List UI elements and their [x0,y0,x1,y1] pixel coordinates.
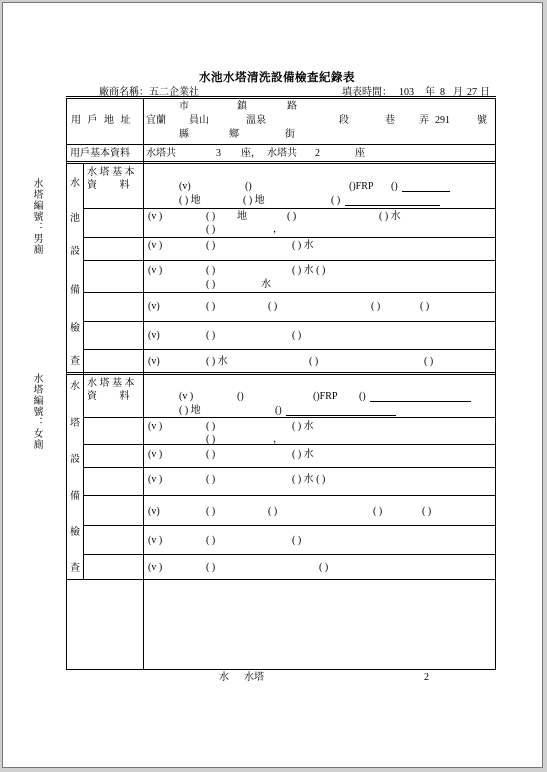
row-line-double [66,161,496,164]
s1-r5-c4: ( ) [371,301,381,312]
tower-unit: 座 [355,148,365,159]
s1-r5-c5: ( ) [420,301,430,312]
s2-r2a-c3: ( ) 水 [292,421,314,432]
s1-r1a-c4: () [391,181,398,192]
s1-r6-c2: ( ) [206,330,216,341]
address-xian: 縣 [179,129,189,140]
s1-r6-c3: ( ) [292,330,302,341]
address-number: 291 [435,115,450,126]
section2-char: 設 [70,454,80,465]
s1-r2a-c5: ( ) 水 [379,211,401,222]
s1-r4b-c1: ( ) [206,279,216,290]
s1-r2b-c2: ， [273,224,283,235]
address-zhen: 鎮 [237,101,247,112]
row-line [83,554,496,555]
footer-page-number: 2 [424,672,429,683]
table-top-border [66,96,496,99]
footer-left: 水 [219,672,229,683]
vendor-name: 廠商名稱：五二企業社 [99,87,199,98]
s2-r2a-c1: (v ) [148,421,163,432]
s2-r7-c1: (v ) [148,562,163,573]
row-line [83,525,496,526]
section1-char: 設 [70,246,80,257]
s2-r1b-c1: ( ) 地 [179,405,201,416]
document-page [2,2,543,768]
s1-r4a-c1: (v ) [148,265,163,276]
s2-r7-c3: ( ) [319,562,329,573]
side-label-men: 水塔編號：男廁 [31,178,42,255]
s2-r5-c2: ( ) [206,506,216,517]
s2-r4-c3: ( ) 水 ( ) [292,474,326,485]
section2-basic-label: 水 塔 基 本 [87,378,135,389]
s1-r5-c2: ( ) [206,301,216,312]
s1-r2a-c1: (v ) [148,211,163,222]
row-line [83,208,496,209]
address-duan: 段 [339,115,349,126]
s1-r6-c1: (v) [148,330,160,341]
table-right-border [495,98,496,669]
s1-r7-c3: ( ) [309,356,319,367]
pool-prefix: 水塔共 [146,148,176,159]
address-hao: 號 [477,115,487,126]
s2-r4-c1: (v ) [148,474,163,485]
section2-char: 查 [70,563,80,574]
fill-month-unit: 月 [453,87,463,98]
s2-r2b-c1: ( ) [206,434,216,445]
section1-basic-label-2: 資 料 [87,180,130,191]
s1-r1a-c3: ()FRP [349,181,374,192]
row-line [83,444,496,445]
fill-month: 8 [440,87,445,98]
basic-info-label: 用戶基本資料 [70,148,130,159]
section2-char: 水 [70,381,80,392]
table-left-border [66,98,67,669]
s2-r5-c1: (v) [148,506,160,517]
s2-r4-c2: ( ) [206,474,216,485]
section1-basic-label: 水 塔 基 本 [87,167,135,178]
address-shi: 市 [179,101,189,112]
section2-char: 備 [70,491,80,502]
s1-r2b-c1: ( ) [206,224,216,235]
s1-r5-c1: (v) [148,301,160,312]
s2-r1a-c3: ()FRP [313,391,338,402]
row-line [83,260,496,261]
s2-r3-c3: ( ) 水 [292,449,314,460]
label-column-divider [143,98,144,669]
fill-line [345,205,440,206]
s1-r1b-c1: ( ) 地 [179,195,201,206]
fill-year-unit: 年 [425,87,435,98]
address-lu: 路 [287,101,297,112]
section-divider [66,372,496,375]
footer-mid: 水塔 [244,672,264,683]
s1-r1a-c2: () [245,181,252,192]
s1-r2a-c3: 地 [237,211,247,222]
s1-r1a-c1: (v) [179,181,191,192]
row-line [83,467,496,468]
row-line [83,292,496,293]
section1-char: 水 [70,178,80,189]
fill-year: 103 [399,87,414,98]
section1-char: 池 [70,213,80,224]
s2-r1a-c4: () [359,391,366,402]
s1-r5-c3: ( ) [268,301,278,312]
section2-basic-label-2: 資 料 [87,391,130,402]
s2-r6-c1: (v ) [148,535,163,546]
address-road-name: 溫泉 [246,115,266,126]
row-line [83,495,496,496]
address-jie: 街 [285,129,295,140]
pool-count: 3 [216,148,221,159]
pool-unit: 座， [241,148,261,159]
s2-r3-c2: ( ) [206,449,216,460]
fill-date-label: 填表時間： [342,87,392,98]
section1-char: 備 [70,285,80,296]
fill-line [286,415,396,416]
address-town-name: 員山 [189,115,209,126]
address-label: 用 戶 地 址 [71,115,133,126]
section2-char: 塔 [70,418,80,429]
s2-r1a-c1: (v ) [179,391,194,402]
row-line [83,237,496,238]
row-line [66,144,496,145]
s1-r3-c3: ( ) 水 [292,240,314,251]
s2-r3-c1: (v ) [148,449,163,460]
tower-prefix: 水塔共 [267,148,297,159]
tower-count: 2 [315,148,320,159]
s1-r4b-c2: 水 [261,279,271,290]
fill-day: 27 [467,87,477,98]
s2-r5-c4: ( ) [373,506,383,517]
s2-r1b-c2: () [275,405,282,416]
s2-r6-c3: ( ) [292,535,302,546]
fill-line [402,191,450,192]
fill-line [370,401,471,402]
s1-r3-c2: ( ) [206,240,216,251]
address-county-name: 宜蘭 [146,115,166,126]
side-label-women: 水塔編號：女廁 [31,373,42,450]
row-line [83,417,496,418]
s2-r2b-c2: ， [273,434,283,445]
s2-r5-c3: ( ) [268,506,278,517]
s1-r2a-c4: ( ) [287,211,297,222]
s1-r2a-c2: ( ) [206,211,216,222]
s2-r7-c2: ( ) [206,562,216,573]
row-line [83,349,496,350]
section1-char: 檢 [70,323,80,334]
s1-r4a-c2: ( ) [206,265,216,276]
section2-char: 檢 [70,527,80,538]
s1-r1b-c3: ( ) [331,195,341,206]
s1-r7-c4: ( ) [424,356,434,367]
s2-r2a-c2: ( ) [206,421,216,432]
fill-day-unit: 日 [480,87,490,98]
s1-r1b-c2: ( ) 地 [243,195,265,206]
s2-r5-c5: ( ) [422,506,432,517]
s2-r1a-c2: () [237,391,244,402]
form-title: 水池水塔清洗設備檢查紀錄表 [199,72,355,84]
row-line [66,579,496,580]
address-xiang: 鄉 [229,129,239,140]
s1-r7-c1: (v) [148,356,160,367]
s1-r4a-c3: ( ) 水 ( ) [292,265,326,276]
address-xiang-lane: 巷 [385,115,395,126]
row-line [83,321,496,322]
s1-r7-c2: ( ) 水 [206,356,228,367]
s1-r3-c1: (v ) [148,240,163,251]
s2-r6-c2: ( ) [206,535,216,546]
table-bottom-border [66,669,496,670]
address-nong: 弄 [419,115,429,126]
section1-char: 查 [70,356,80,367]
